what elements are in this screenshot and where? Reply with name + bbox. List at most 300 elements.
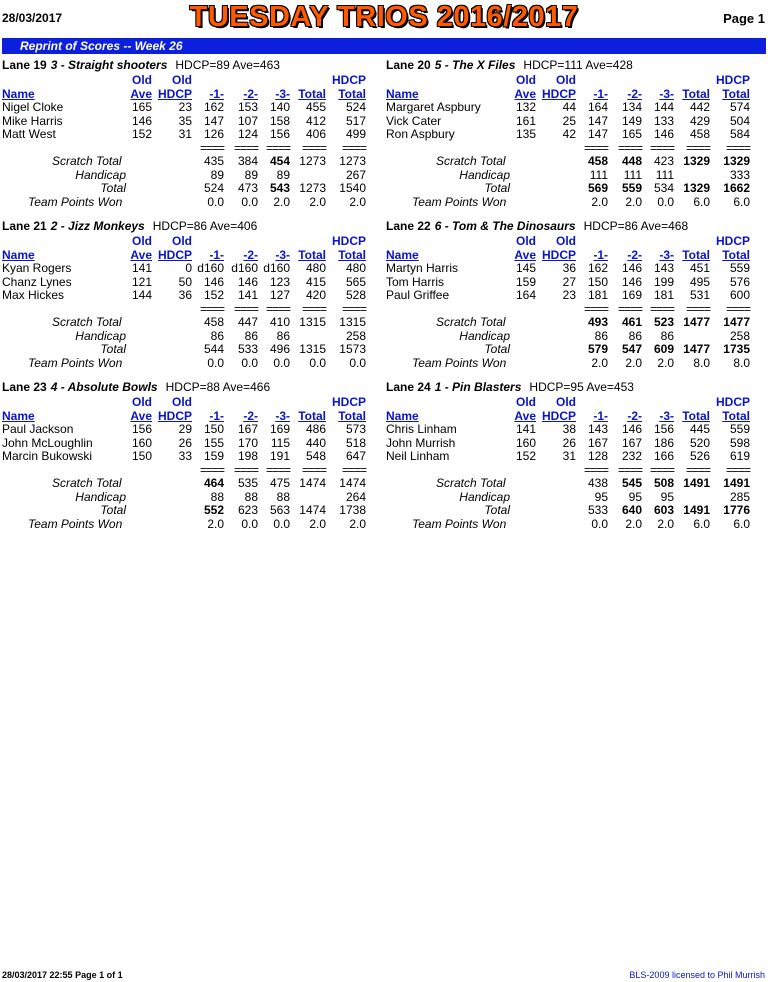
player-g1: 167 — [587, 435, 608, 450]
player-htotal: 619 — [729, 449, 750, 463]
separator: ==== — [649, 301, 674, 316]
col-old-hdcp-top: Old — [556, 234, 576, 248]
total-row-label: Total — [484, 503, 510, 517]
player-g2: 146 — [237, 274, 258, 289]
player-g1: 150 — [203, 422, 224, 436]
lane-block — [386, 219, 756, 369]
col-game-2: -2- — [627, 86, 642, 101]
separator: ==== — [301, 462, 326, 477]
team-points-row-total: 8.0 — [693, 355, 710, 370]
team-points-row-htotal: 8.0 — [733, 355, 750, 370]
col-name: Name — [2, 86, 35, 101]
handicap-row-g2: 89 — [244, 167, 258, 182]
handicap-row-g2: 111 — [623, 167, 642, 182]
player-hdcp: 33 — [178, 449, 192, 463]
player-g2: 107 — [237, 113, 258, 128]
col-game-3: -3- — [275, 86, 290, 101]
column-header-row-1 — [2, 234, 372, 248]
total-row-g3: 496 — [269, 342, 290, 356]
team-name: 3 - Straight shooters — [50, 58, 168, 72]
total-row-g1: 552 — [203, 503, 224, 517]
player-g3: 199 — [653, 274, 674, 289]
handicap-row-g2: 88 — [244, 489, 258, 504]
player-g2: 149 — [621, 113, 642, 128]
footer-license: BLS-2009 licensed to Phil Murrish — [629, 970, 765, 980]
player-g1: 150 — [587, 274, 608, 289]
col-game-1: -1- — [593, 408, 608, 423]
lane-number: Lane 20 — [386, 58, 431, 72]
col-game-1: -1- — [209, 86, 224, 101]
lane-block — [2, 219, 372, 369]
player-row — [2, 422, 372, 436]
player-name: Chanz Lynes — [2, 274, 72, 289]
col-hdcp-total: Total — [338, 247, 366, 262]
team-points-row-g1: 2.0 — [591, 194, 608, 209]
player-g1: 126 — [203, 127, 224, 141]
team-points-row-g2: 0.0 — [241, 516, 258, 531]
total-row-total: 1273 — [299, 181, 326, 195]
separator: ==== — [685, 140, 710, 155]
report-subtitle: Reprint of Scores -- Week 26 — [20, 39, 183, 53]
player-ave: 121 — [131, 274, 152, 289]
scratch-total-row-htotal: 1329 — [723, 154, 750, 168]
handicap-row-htotal: 258 — [345, 328, 366, 343]
player-htotal: 598 — [729, 435, 750, 450]
handicap-row-g1: 86 — [210, 328, 224, 343]
col-hdcp-total-top: HDCP — [331, 234, 366, 248]
total-row-g1: 579 — [587, 342, 608, 356]
col-old-hdcp-top: Old — [172, 395, 192, 409]
team-points-row — [386, 356, 756, 370]
total-row-g3: 563 — [269, 503, 290, 517]
scratch-total-row-g3: 410 — [269, 315, 290, 329]
player-g2: 169 — [621, 288, 642, 302]
col-name: Name — [2, 247, 35, 262]
total-row-total: 1329 — [683, 181, 710, 195]
team-points-row-label: Team Points Won — [28, 194, 123, 209]
separator: ==== — [341, 301, 366, 316]
player-hdcp: 31 — [562, 449, 576, 463]
player-total: 526 — [689, 449, 710, 463]
col-ave: Ave — [130, 408, 152, 423]
col-name: Name — [386, 408, 419, 423]
col-game-1: -1- — [209, 408, 224, 423]
player-hdcp: 50 — [178, 274, 192, 289]
col-old-hdcp-top: Old — [556, 395, 576, 409]
player-row — [2, 449, 372, 463]
scratch-total-row-total: 1273 — [299, 154, 326, 168]
team-handicap-info: HDCP=95 Ave=453 — [529, 380, 634, 394]
handicap-row — [386, 490, 756, 504]
team-name: 4 - Absolute Bowls — [50, 380, 158, 394]
player-name: Paul Jackson — [2, 422, 74, 436]
player-g1: 162 — [587, 261, 608, 275]
total-row-g2: 623 — [237, 503, 258, 517]
separator-row — [386, 141, 756, 155]
page-number: Page 1 — [723, 11, 765, 26]
scratch-total-row — [386, 476, 756, 490]
col-old-hdcp-top: Old — [172, 73, 192, 87]
team-points-row-g1: 0.0 — [207, 194, 224, 209]
report-title: TUESDAY TRIOS 2016/2017 — [189, 1, 579, 33]
lane-block — [2, 380, 372, 530]
col-game-1: -1- — [593, 86, 608, 101]
col-old-ave-top: Old — [132, 73, 152, 87]
player-name: John McLoughlin — [2, 435, 93, 450]
scratch-total-row-g1: 458 — [203, 315, 224, 329]
scratch-total-row — [2, 154, 372, 168]
separator: ==== — [341, 462, 366, 477]
player-htotal: 499 — [345, 127, 366, 141]
column-header-row-1 — [386, 234, 756, 248]
column-header-row-1 — [386, 395, 756, 409]
handicap-row — [386, 329, 756, 343]
player-htotal: 600 — [729, 288, 750, 302]
total-row-htotal: 1735 — [723, 342, 750, 356]
player-g3: 140 — [269, 100, 290, 114]
team-handicap-info: HDCP=86 Ave=406 — [152, 219, 258, 233]
total-row-total: 1474 — [299, 503, 326, 517]
player-htotal: 559 — [729, 422, 750, 436]
separator: ==== — [233, 140, 258, 155]
column-header-row-2 — [2, 409, 372, 423]
total-row-label: Total — [484, 181, 510, 195]
team-points-row-g1: 0.0 — [207, 355, 224, 370]
team-points-row — [386, 195, 756, 209]
separator: ==== — [233, 462, 258, 477]
handicap-row-label: Handicap — [459, 167, 510, 182]
team-points-row-g3: 2.0 — [657, 355, 674, 370]
team-points-row-htotal: 0.0 — [349, 355, 366, 370]
player-g2: 153 — [237, 100, 258, 114]
player-ave: 141 — [131, 261, 152, 275]
team-name: 5 - The X Files — [434, 58, 516, 72]
col-game-2: -2- — [243, 86, 258, 101]
total-row-g3: 534 — [653, 181, 674, 195]
player-g2: 170 — [237, 435, 258, 450]
player-row — [2, 261, 372, 275]
player-total: 451 — [689, 261, 710, 275]
player-hdcp: 26 — [178, 435, 192, 450]
separator: ==== — [199, 140, 224, 155]
team-points-row — [2, 356, 372, 370]
col-ave: Ave — [514, 86, 536, 101]
handicap-row-g3: 95 — [660, 489, 674, 504]
total-row-g3: 603 — [653, 503, 674, 517]
team-points-row-g3: 0.0 — [657, 194, 674, 209]
team-points-row-total: 2.0 — [309, 516, 326, 531]
team-points-row-g3: 2.0 — [657, 516, 674, 531]
separator: ==== — [725, 140, 750, 155]
col-ave: Ave — [130, 86, 152, 101]
player-g2: 165 — [621, 127, 642, 141]
handicap-row-g1: 89 — [210, 167, 224, 182]
player-g3: 181 — [653, 288, 674, 302]
col-game-3: -3- — [275, 408, 290, 423]
scratch-total-row-g2: 461 — [621, 315, 642, 329]
player-ave: 152 — [131, 127, 152, 141]
column-header-row-1 — [2, 395, 372, 409]
col-ave: Ave — [514, 247, 536, 262]
player-g3: 133 — [653, 113, 674, 128]
col-hdcp-total: Total — [722, 247, 750, 262]
col-hdcp-total-top: HDCP — [715, 73, 750, 87]
total-row-g2: 547 — [621, 342, 642, 356]
handicap-row-g1: 86 — [594, 328, 608, 343]
lane-number: Lane 23 — [2, 380, 47, 394]
col-game-2: -2- — [627, 247, 642, 262]
separator: ==== — [301, 301, 326, 316]
team-points-row — [2, 517, 372, 531]
team-name: 1 - Pin Blasters — [434, 380, 522, 394]
total-row-g2: 640 — [621, 503, 642, 517]
handicap-row-htotal: 333 — [729, 167, 750, 182]
player-row — [386, 261, 756, 275]
handicap-row-g2: 86 — [244, 328, 258, 343]
team-name: 6 - Tom & The Dinosaurs — [434, 219, 576, 233]
team-name: 2 - Jizz Monkeys — [50, 219, 145, 233]
total-row-g2: 559 — [621, 181, 642, 195]
handicap-row-g1: 88 — [210, 489, 224, 504]
lane-header — [2, 380, 372, 395]
team-points-row-g3: 0.0 — [273, 355, 290, 370]
player-hdcp: 38 — [562, 422, 576, 436]
scratch-total-row-label: Scratch Total — [436, 154, 506, 168]
player-row — [386, 449, 756, 463]
player-name: Vick Cater — [386, 113, 442, 128]
player-row — [2, 436, 372, 450]
player-g2: 146 — [621, 261, 642, 275]
player-hdcp: 29 — [178, 422, 192, 436]
col-total: Total — [682, 408, 710, 423]
player-g2: 232 — [621, 449, 642, 463]
scratch-total-row — [386, 154, 756, 168]
player-total: 531 — [689, 288, 710, 302]
col-hdcp-total: Total — [722, 86, 750, 101]
lane-header — [386, 380, 756, 395]
player-hdcp: 25 — [562, 113, 576, 128]
player-g3: 144 — [653, 100, 674, 114]
player-g1: 147 — [203, 113, 224, 128]
player-name: Nigel Cloke — [2, 100, 64, 114]
col-hdcp: HDCP — [541, 247, 576, 262]
player-hdcp: 42 — [562, 127, 576, 141]
column-header-row-2 — [386, 87, 756, 101]
total-row-htotal: 1662 — [723, 181, 750, 195]
player-g1: d160 — [197, 261, 224, 275]
lane-number: Lane 22 — [386, 219, 431, 233]
scratch-total-row-g3: 508 — [653, 476, 674, 490]
player-total: 548 — [305, 449, 326, 463]
total-row-g1: 524 — [203, 181, 224, 195]
team-points-row-g1: 2.0 — [207, 516, 224, 531]
player-hdcp: 26 — [562, 435, 576, 450]
total-row-g2: 473 — [237, 181, 258, 195]
team-points-row-label: Team Points Won — [412, 516, 507, 531]
player-g1: 147 — [587, 113, 608, 128]
total-row-label: Total — [484, 342, 510, 356]
scratch-total-row-label: Scratch Total — [52, 154, 122, 168]
col-old-ave-top: Old — [516, 234, 536, 248]
scratch-total-row-total: 1474 — [299, 476, 326, 490]
separator-row — [2, 463, 372, 477]
player-total: 429 — [689, 113, 710, 128]
scratch-total-row-g3: 423 — [653, 154, 674, 168]
col-old-hdcp-top: Old — [556, 73, 576, 87]
total-row-total: 1477 — [683, 342, 710, 356]
team-points-row-total: 6.0 — [693, 516, 710, 531]
player-name: Kyan Rogers — [2, 261, 72, 275]
player-ave: 159 — [515, 274, 536, 289]
column-header-row-2 — [2, 248, 372, 262]
separator: ==== — [617, 462, 642, 477]
player-hdcp: 36 — [562, 261, 576, 275]
player-g1: 164 — [587, 100, 608, 114]
print-date: 28/03/2017 — [2, 11, 63, 25]
scratch-total-row-g1: 435 — [203, 154, 224, 168]
scratch-total-row-total: 1315 — [299, 315, 326, 329]
player-ave: 144 — [131, 288, 152, 302]
col-name: Name — [386, 86, 419, 101]
handicap-row-label: Handicap — [75, 489, 126, 504]
separator-row — [2, 141, 372, 155]
col-old-ave-top: Old — [132, 395, 152, 409]
total-row-total: 1315 — [299, 342, 326, 356]
lane-header — [386, 58, 756, 73]
total-row-htotal: 1573 — [339, 342, 366, 356]
lane-header — [2, 58, 372, 73]
col-hdcp: HDCP — [541, 408, 576, 423]
player-ave: 141 — [515, 422, 536, 436]
separator: ==== — [617, 140, 642, 155]
scratch-total-row-g3: 454 — [269, 154, 290, 168]
player-g3: 146 — [653, 127, 674, 141]
player-htotal: 559 — [729, 261, 750, 275]
col-hdcp-total: Total — [338, 408, 366, 423]
player-htotal: 504 — [729, 113, 750, 128]
player-ave: 150 — [131, 449, 152, 463]
player-row — [386, 436, 756, 450]
handicap-row — [2, 329, 372, 343]
col-total: Total — [298, 408, 326, 423]
player-htotal: 528 — [345, 288, 366, 302]
col-game-2: -2- — [243, 247, 258, 262]
col-name: Name — [386, 247, 419, 262]
player-row — [2, 275, 372, 289]
player-g3: d160 — [263, 261, 290, 275]
player-ave: 145 — [515, 261, 536, 275]
separator: ==== — [199, 301, 224, 316]
handicap-row-g2: 86 — [628, 328, 642, 343]
handicap-row-label: Handicap — [459, 328, 510, 343]
scratch-total-row-label: Scratch Total — [52, 315, 122, 329]
player-htotal: 576 — [729, 274, 750, 289]
player-g2: 141 — [237, 288, 258, 302]
player-row — [386, 422, 756, 436]
team-handicap-info: HDCP=111 Ave=428 — [523, 58, 633, 72]
player-g2: 146 — [621, 422, 642, 436]
col-hdcp-total-top: HDCP — [715, 234, 750, 248]
player-name: Tom Harris — [386, 274, 445, 289]
player-g1: 181 — [587, 288, 608, 302]
player-g2: 134 — [621, 100, 642, 114]
col-hdcp-total: Total — [338, 86, 366, 101]
col-hdcp-total-top: HDCP — [331, 395, 366, 409]
handicap-row-label: Handicap — [459, 489, 510, 504]
handicap-row-g2: 95 — [628, 489, 642, 504]
player-hdcp: 23 — [562, 288, 576, 302]
separator: ==== — [199, 462, 224, 477]
col-total: Total — [682, 86, 710, 101]
col-game-2: -2- — [627, 408, 642, 423]
handicap-row-htotal: 267 — [345, 167, 366, 182]
col-game-3: -3- — [659, 247, 674, 262]
team-points-row-g3: 2.0 — [273, 194, 290, 209]
separator: ==== — [685, 462, 710, 477]
handicap-row-g1: 95 — [594, 489, 608, 504]
player-total: 420 — [305, 288, 326, 302]
separator: ==== — [583, 301, 608, 316]
player-g1: 147 — [587, 127, 608, 141]
player-name: Margaret Aspbury — [386, 100, 481, 114]
team-points-row-g2: 2.0 — [625, 194, 642, 209]
team-points-row-htotal: 6.0 — [733, 194, 750, 209]
total-row-label: Total — [100, 503, 126, 517]
team-points-row — [2, 195, 372, 209]
column-header-row-1 — [386, 73, 756, 87]
separator-row — [386, 463, 756, 477]
player-g2: 124 — [237, 127, 258, 141]
player-hdcp: 27 — [562, 274, 576, 289]
player-total: 458 — [689, 127, 710, 141]
scratch-total-row-htotal: 1474 — [339, 476, 366, 490]
handicap-row-g3: 86 — [276, 328, 290, 343]
scratch-total-row-htotal: 1273 — [339, 154, 366, 168]
player-ave: 146 — [131, 113, 152, 128]
lane-block — [2, 58, 372, 208]
player-g2: d160 — [231, 261, 258, 275]
scratch-total-row-label: Scratch Total — [52, 476, 122, 490]
lane-number: Lane 21 — [2, 219, 47, 233]
player-row — [2, 288, 372, 302]
player-htotal: 480 — [345, 261, 366, 275]
player-row — [2, 127, 372, 141]
column-header-row-2 — [386, 248, 756, 262]
handicap-row-g3: 89 — [276, 167, 290, 182]
player-name: Max Hickes — [2, 288, 65, 302]
player-name: Mike Harris — [2, 113, 63, 128]
footer-print-info: 28/03/2017 22:55 Page 1 of 1 — [2, 970, 123, 980]
player-ave: 135 — [515, 127, 536, 141]
scratch-total-row-label: Scratch Total — [436, 476, 506, 490]
player-g3: 127 — [269, 288, 290, 302]
player-name: Matt West — [2, 127, 56, 141]
handicap-row-htotal: 264 — [345, 489, 366, 504]
handicap-row — [2, 168, 372, 182]
scratch-total-row-total: 1329 — [683, 154, 710, 168]
col-total: Total — [298, 86, 326, 101]
total-row — [386, 181, 756, 195]
col-hdcp: HDCP — [541, 86, 576, 101]
scratch-total-row-g1: 438 — [587, 476, 608, 490]
total-row-g1: 533 — [587, 503, 608, 517]
scratch-total-row-htotal: 1477 — [723, 315, 750, 329]
total-row — [386, 342, 756, 356]
col-game-1: -1- — [209, 247, 224, 262]
scratch-total-row-label: Scratch Total — [436, 315, 506, 329]
total-row-g3: 543 — [269, 181, 290, 195]
separator: ==== — [583, 462, 608, 477]
